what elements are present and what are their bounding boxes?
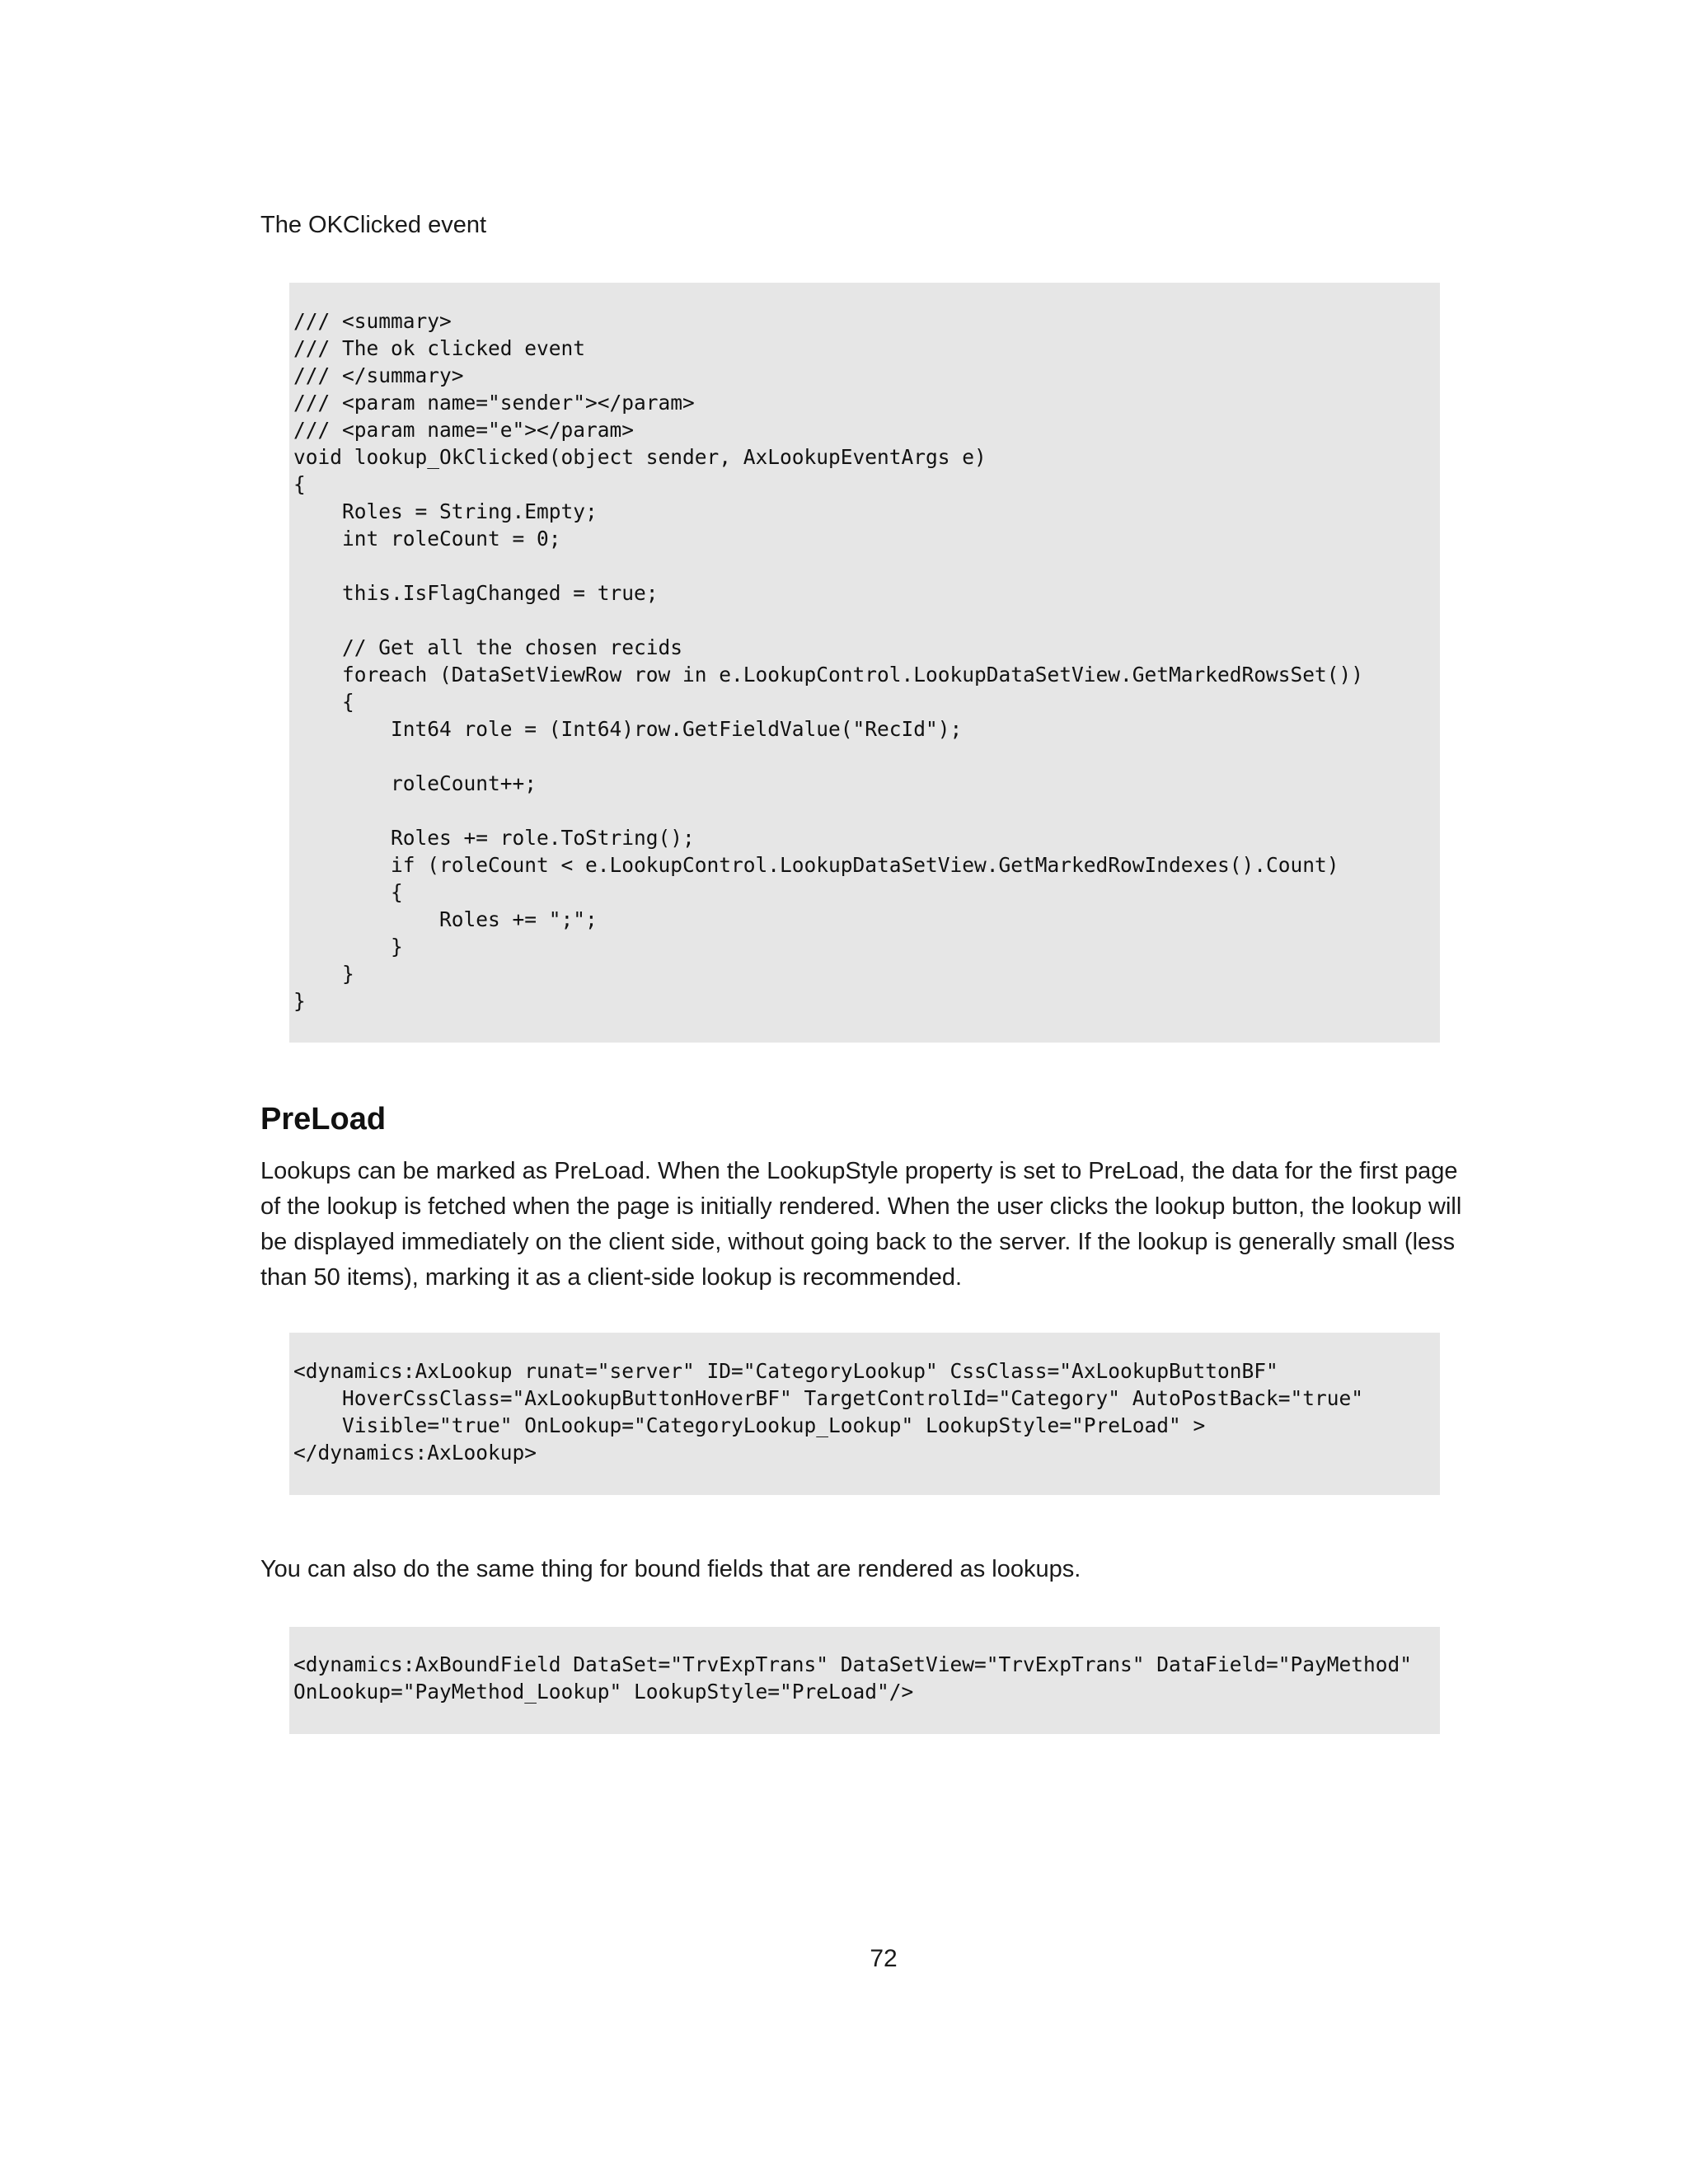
code-block-axlookup — [289, 1333, 1440, 1495]
code-block-okclicked — [289, 283, 1440, 1043]
preload-paragraph: Lookups can be marked as PreLoad. When the LookupStyle property is set to PreLoad, the data for the first page of the lookup is fetched when the page is initially rendered. When the user clicks the lookup button, the lookup will be displayed immediately on the client side, without going back to the server. If the lookup is generally small (less than 50 items), marking it as a client-side lookup is recommended. — [260, 1158, 1462, 1291]
section-heading-preload: PreLoad — [260, 1102, 387, 1137]
code-block-axboundfield — [289, 1627, 1440, 1734]
code-caption: The OKClicked event — [260, 212, 487, 238]
code-text-axboundfield: <dynamics:AxBoundField DataSet="TrvExpTrans" DataSetView="TrvExpTrans" DataField="PayMethod" OnLookup="PayMethod_Lookup" LookupStyle="PreLoad"/> — [293, 1652, 1413, 1704]
code-text-axlookup: <dynamics:AxLookup runat="server" ID="CategoryLookup" CssClass="AxLookupButtonBF" HoverCssClass="AxLookupButtonHoverBF" TargetControlId="Category" AutoPostBack="true" Visible="true" OnLookup="CategoryLookup_Lookup" LookupStyle="PreLoad" > </dynamics:AxLookup> — [293, 1359, 1364, 1465]
bound-field-paragraph: You can also do the same thing for bound fields that are rendered as lookups. — [260, 1556, 1081, 1582]
code-text-okclicked: /// <summary> /// The ok clicked event /// </summary> /// <param name="sender"></param> /// <param name="e"></param> void lookup_OkClicked(object sender, AxLookupEventArgs e) { Roles = String.Empty; int roleCount = 0; this.IsFlagChanged = true; // Get all the chosen recids foreach (DataSetViewRow row in e.LookupControl.LookupDataSetView.GetMarkedRowsSet()) { Int64 role = (Int64)row.GetFieldValue("RecId"); roleCount++; Roles += role.ToString(); if (roleCount < e.LookupControl.LookupDataSetView.GetMarkedRowIndexes().Count) { Roles += ";"; } } } — [293, 309, 1364, 1013]
page-number: 72 — [870, 1945, 898, 1972]
